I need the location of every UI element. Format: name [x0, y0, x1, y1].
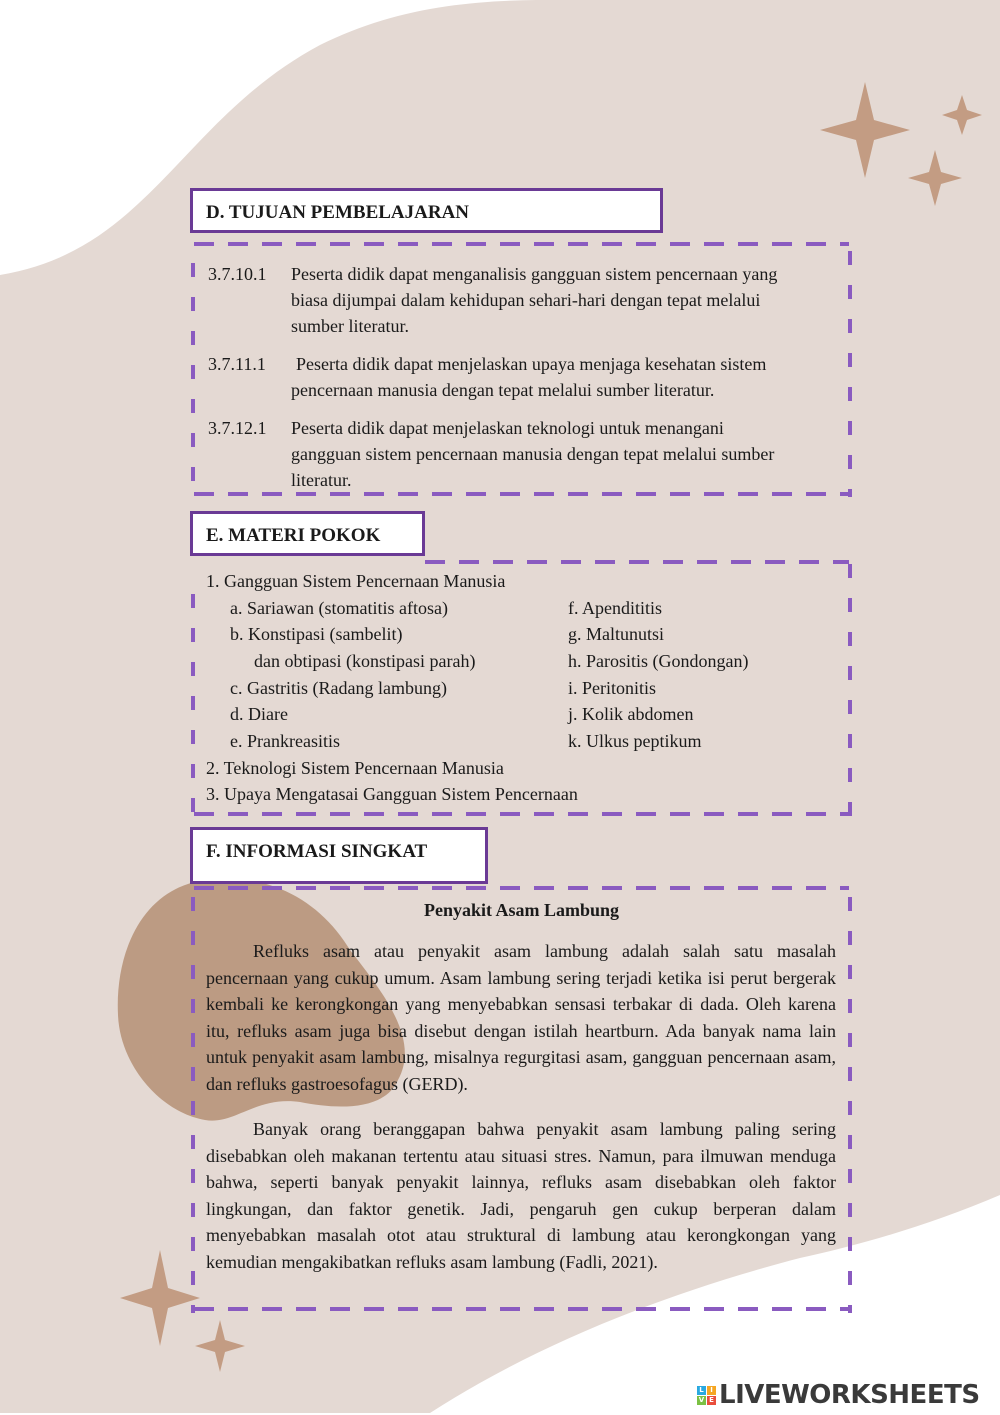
information-box: [190, 885, 853, 1313]
heading-tujuan-pembelajaran: [190, 188, 663, 233]
article-title: Penyakit Asam Lambung: [423, 900, 620, 920]
materials-list: [206, 568, 846, 813]
logo-letter: V: [698, 1395, 705, 1404]
heading-materi-pokok: [190, 511, 425, 556]
objective-text: [291, 261, 838, 339]
objectives-box: [190, 241, 853, 497]
liveworksheets-logo-icon: [697, 1386, 716, 1405]
material-subitem: d. Diare: [230, 704, 288, 724]
materials-box: [190, 559, 853, 817]
material-subitem: f. Apendititis: [568, 598, 662, 618]
objectives-list: [208, 261, 838, 491]
logo-letter: I: [707, 1386, 716, 1395]
objective-text: [291, 351, 838, 403]
material-subitem: i. Peritonitis: [568, 678, 657, 698]
objective-line: biasa dijumpai dalam kehidupan sehari-hari dengan tepat melalui: [291, 290, 761, 310]
material-subitem: h. Parositis (Gondongan): [568, 651, 749, 671]
heading-text: F. INFORMASI SINGKAT: [206, 841, 428, 862]
material-subitem: a. Sariawan (stomatitis aftosa): [230, 598, 448, 618]
heading-text: D. TUJUAN PEMBELAJARAN: [206, 202, 470, 223]
objective-code: 3.7.10.1: [208, 264, 267, 284]
material-subitem: e. Prankreasitis: [230, 731, 340, 751]
heading-text: E. MATERI POKOK: [206, 525, 381, 546]
material-item-2: 2. Teknologi Sistem Pencernaan Manusia: [206, 758, 504, 778]
material-item-3: 3. Upaya Mengatasai Gangguan Sistem Pencernaan: [206, 784, 578, 804]
material-subitem: k. Ulkus peptikum: [568, 731, 702, 751]
objective-text: [291, 415, 838, 493]
material-subitem: c. Gastritis (Radang lambung): [230, 678, 447, 698]
material-subitem: dan obtipasi (konstipasi parah): [254, 651, 476, 671]
heading-informasi-singkat: [190, 827, 488, 884]
objective-line: gangguan sistem pencernaan manusia dengan tepat melalui sumber: [291, 444, 775, 464]
objective-line: Peserta didik dapat menjelaskan teknologi untuk menangani: [291, 418, 724, 438]
objective-line: literatur.: [291, 470, 352, 490]
objective-line: sumber literatur.: [291, 316, 409, 336]
objective-code: 3.7.11.1: [208, 354, 266, 374]
logo-letter: L: [697, 1386, 706, 1395]
objective-line: Peserta didik dapat menganalisis gangguan sistem pencernaan yang: [291, 264, 778, 284]
objective-item: [208, 351, 838, 406]
objective-line: Peserta didik dapat menjelaskan upaya menjaga kesehatan sistem: [296, 354, 767, 374]
material-item-1: 1. Gangguan Sistem Pencernaan Manusia: [206, 571, 506, 591]
objective-item: [208, 415, 838, 495]
liveworksheets-watermark: [697, 1375, 980, 1415]
objective-line: pencernaan manusia dengan tepat melalui sumber literatur.: [291, 380, 715, 400]
watermark-text: LIVEWORKSHEETS: [719, 1380, 980, 1410]
article-paragraph-1: Refluks asam atau penyakit asam lambung adalah salah satu masalah pencernaan yang cukup umum. Asam lambung sering terjadi ketika isi perut bergerak kembali ke kerongkongan yang menyebabkan sensasi terbakar di dada. Oleh karena itu, refluks asam juga bisa disebut dengan istilah heartburn. Ada banyak nama lain untuk penyakit asam lambung, misalnya regurgitasi asam, gangguan pencernaan asam, dan refluks gastroesofagus (GERD).: [206, 941, 836, 1094]
logo-letter: E: [707, 1396, 716, 1405]
objective-item: [208, 261, 838, 341]
objective-code: 3.7.12.1: [208, 418, 267, 438]
material-subitem: b. Konstipasi (sambelit): [230, 624, 403, 644]
article-paragraph-2: Banyak orang beranggapan bahwa penyakit asam lambung paling sering disebabkan oleh makanan tertentu atau situasi stres. Namun, para ilmuwan menduga bahwa, seperti banyak penyakit lainnya, refluks asam disebabkan oleh faktor lingkungan, dan faktor genetik. Jadi, pengaruh gen cukup berperan dalam menyebabkan masalah otot atau struktural di lambung atau kerongkongan yang kemudian mengakibatkan refluks asam lambung (Fadli, 2021).: [206, 1119, 836, 1272]
material-subitem: j. Kolik abdomen: [568, 704, 694, 724]
material-subitem: g. Maltunutsi: [568, 624, 665, 644]
